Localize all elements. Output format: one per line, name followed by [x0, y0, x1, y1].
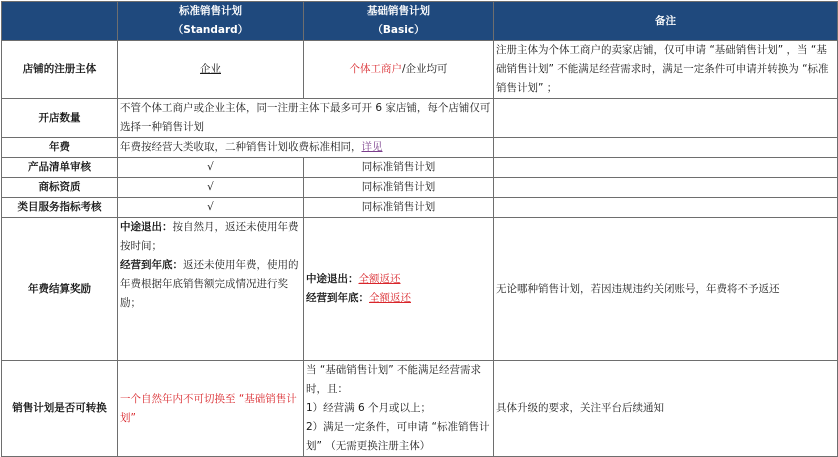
- exit-text: 全额返还: [358, 273, 401, 285]
- table-row-category-service: [2, 198, 838, 218]
- header-empty-cell: [2, 2, 118, 41]
- checkmark-icon: √: [118, 198, 304, 218]
- row-label: 年费: [2, 138, 118, 158]
- year-end-label: 经营到年底：: [306, 292, 369, 304]
- header-notes: 备注: [494, 2, 838, 41]
- checkmark-icon: √: [118, 178, 304, 198]
- row-label: 店铺的注册主体: [2, 41, 118, 99]
- merged-plan-cell: 不管个体工商户或企业主体，同一注册主体下最多可开 6 家店铺，每个店铺仅可选择一种销售计划: [118, 99, 494, 138]
- header-basic-title: 基础销售计划: [367, 5, 430, 17]
- exit-label: 中途退出：: [120, 221, 173, 233]
- row-label: 产品清单审核: [2, 158, 118, 178]
- basic-cell: [304, 218, 494, 361]
- switch-condition-2: 2）满足一定条件，可申请 “标准销售计划” （无需更换注册主体）: [306, 421, 490, 452]
- switch-condition-1: 1）经营满 6 个月或以上；: [306, 402, 432, 414]
- row-label: 年费结算奖励: [2, 218, 118, 361]
- row-label: 类目服务指标考核: [2, 198, 118, 218]
- note-cell: 具体升级的要求，关注平台后续通知: [494, 361, 838, 457]
- standard-cell: [118, 218, 304, 361]
- basic-value-highlight: 个体工商户: [349, 63, 402, 75]
- year-end-text: 全额返还: [369, 292, 411, 304]
- note-cell: [494, 198, 838, 218]
- exit-label: 中途退出：: [306, 273, 359, 285]
- header-basic-subtitle: （Basic）: [372, 24, 425, 36]
- standard-cell: 一个自然年内不可切换至 “基础销售计划”: [118, 361, 304, 457]
- basic-cell: 同标准销售计划: [304, 158, 494, 178]
- year-end-text: 返还未使用年费，使用的年费根据年底销售额完成情况进行奖励；: [120, 259, 299, 309]
- row-label: 商标资质: [2, 178, 118, 198]
- exit-text: 按自然月，返还未使用年费按时间；: [120, 221, 299, 252]
- standard-cell: [118, 41, 304, 99]
- note-cell: 无论哪种销售计划，若因违规违约关闭账号，年费将不予返还: [494, 218, 838, 361]
- basic-value-rest: /企业均可: [401, 63, 448, 75]
- header-standard-plan: [118, 2, 304, 41]
- checkmark-icon: √: [118, 158, 304, 178]
- table-row-registration: [2, 41, 838, 99]
- table-row-product-review: [2, 158, 838, 178]
- sales-plan-comparison-table: [1, 1, 838, 457]
- table-row-trademark: [2, 178, 838, 198]
- table-row-annual-fee: [2, 138, 838, 158]
- basic-cell: 同标准销售计划: [304, 198, 494, 218]
- note-cell: [494, 178, 838, 198]
- header-standard-title: 标准销售计划: [179, 5, 242, 17]
- note-cell: [494, 99, 838, 138]
- header-basic-plan: [304, 2, 494, 41]
- note-cell: [494, 138, 838, 158]
- table-row-fee-settlement: [2, 218, 838, 361]
- note-cell: [494, 158, 838, 178]
- merged-plan-cell: [118, 138, 494, 158]
- basic-cell: [304, 41, 494, 99]
- row-label: 销售计划是否可转换: [2, 361, 118, 457]
- basic-cell: [304, 361, 494, 457]
- header-row: [2, 2, 838, 41]
- year-end-label: 经营到年底：: [120, 259, 183, 271]
- details-link[interactable]: 详见: [361, 141, 383, 153]
- basic-cell: 同标准销售计划: [304, 178, 494, 198]
- header-standard-subtitle: （Standard）: [172, 24, 249, 36]
- standard-value: 企业: [200, 63, 221, 75]
- switch-condition-intro: 当 “基础销售计划” 不能满足经营需求时，且：: [306, 364, 482, 395]
- note-cell: 注册主体为个体工商户的卖家店铺，仅可申请 “基础销售计划” ，当 “基础销售计划” 不能满足经营需求时，满足一定条件可申请并转换为 “标准销售计划” ；: [494, 41, 838, 99]
- table-row-plan-switch: [2, 361, 838, 457]
- annual-fee-text: 年费按经营大类收取，二种销售计划收费标准相同，: [120, 141, 362, 153]
- row-label: 开店数量: [2, 99, 118, 138]
- table-row-store-count: [2, 99, 838, 138]
